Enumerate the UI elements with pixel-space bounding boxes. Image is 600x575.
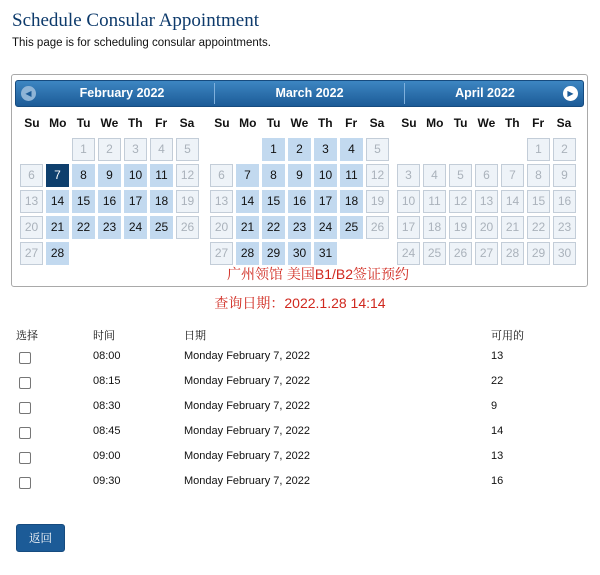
- day-cell-disabled: 21: [501, 216, 524, 239]
- weekday-label: Tu: [76, 116, 91, 130]
- weekday-label: Sa: [179, 116, 195, 130]
- day-cell-empty: [20, 138, 43, 161]
- weekday-row: [19, 113, 200, 133]
- month-march: [209, 113, 390, 265]
- day-cell-empty: [46, 138, 69, 161]
- day-cell-available[interactable]: 10: [124, 164, 147, 187]
- day-cell-disabled: 30: [553, 242, 576, 265]
- day-cell-available[interactable]: 17: [314, 190, 337, 213]
- weekday-label: Th: [504, 116, 520, 130]
- date-cell: Monday February 7, 2022: [184, 350, 310, 362]
- month-title-february: February 2022: [79, 86, 165, 100]
- month-title-march: March 2022: [275, 86, 344, 100]
- day-cell-available[interactable]: 9: [288, 164, 311, 187]
- day-cell-disabled: 16: [553, 190, 576, 213]
- day-cell-disabled: 12: [176, 164, 199, 187]
- day-cell-disabled: 28: [501, 242, 524, 265]
- month-february: [19, 113, 200, 265]
- day-cell-available[interactable]: 21: [46, 216, 69, 239]
- chevron-left-icon[interactable]: ◀: [21, 86, 36, 101]
- day-cell-disabled: 5: [366, 138, 389, 161]
- day-cell-empty: [449, 138, 472, 161]
- day-cell-disabled: 19: [176, 190, 199, 213]
- day-cell-disabled: 6: [475, 164, 498, 187]
- weekday-label: We: [477, 116, 496, 130]
- header-select: 选择: [16, 330, 38, 342]
- day-cell-available[interactable]: 28: [236, 242, 259, 265]
- day-cell-available[interactable]: 22: [262, 216, 285, 239]
- day-cell-available[interactable]: 4: [340, 138, 363, 161]
- date-cell: Monday February 7, 2022: [184, 425, 310, 437]
- time-cell: 09:30: [93, 475, 121, 487]
- day-cell-disabled: 13: [20, 190, 43, 213]
- date-cell: Monday February 7, 2022: [184, 400, 310, 412]
- day-cell-available[interactable]: 11: [340, 164, 363, 187]
- day-cell-available[interactable]: 8: [72, 164, 95, 187]
- day-cell-empty: [236, 138, 259, 161]
- day-cell-available[interactable]: 16: [288, 190, 311, 213]
- time-cell: 08:45: [93, 425, 121, 437]
- weekday-label: Mo: [426, 116, 444, 130]
- day-cell-disabled: 3: [397, 164, 420, 187]
- day-cell-disabled: 18: [423, 216, 446, 239]
- day-cell-available[interactable]: 10: [314, 164, 337, 187]
- weekday-label: Sa: [369, 116, 385, 130]
- day-cell-disabled: 19: [449, 216, 472, 239]
- day-cell-disabled: 10: [397, 190, 420, 213]
- day-cell-available[interactable]: 24: [314, 216, 337, 239]
- header-time: 时间: [93, 330, 115, 342]
- day-cell-disabled: 8: [527, 164, 550, 187]
- day-cell-available[interactable]: 25: [150, 216, 173, 239]
- day-cell-disabled: 19: [366, 190, 389, 213]
- day-cell-disabled: 14: [501, 190, 524, 213]
- day-cell-disabled: 4: [150, 138, 173, 161]
- day-cell-available[interactable]: 1: [262, 138, 285, 161]
- day-cell-disabled: 13: [210, 190, 233, 213]
- day-cell-available[interactable]: 3: [314, 138, 337, 161]
- table-row: [0, 396, 600, 421]
- weekday-label: Sa: [556, 116, 572, 130]
- day-cell-available[interactable]: 28: [46, 242, 69, 265]
- weekday-label: Th: [127, 116, 143, 130]
- day-cell-disabled: 6: [210, 164, 233, 187]
- available-cell: 14: [491, 425, 504, 437]
- day-cell-available[interactable]: 15: [262, 190, 285, 213]
- day-cell-available[interactable]: 24: [124, 216, 147, 239]
- day-cell-empty: [210, 138, 233, 161]
- available-cell: 13: [491, 450, 504, 462]
- day-cell-disabled: 1: [527, 138, 550, 161]
- weekday-label: Th: [317, 116, 333, 130]
- time-cell: 09:00: [93, 450, 121, 462]
- day-cell-available[interactable]: 18: [340, 190, 363, 213]
- table-row: [0, 421, 600, 446]
- weekday-label: Su: [24, 116, 40, 130]
- available-cell: 16: [491, 475, 504, 487]
- weekday-label: Tu: [266, 116, 281, 130]
- month-april: [396, 113, 577, 265]
- day-cell-available[interactable]: 30: [288, 242, 311, 265]
- day-cell-available[interactable]: 23: [98, 216, 121, 239]
- day-cell-available[interactable]: 29: [262, 242, 285, 265]
- day-cell-empty: [423, 138, 446, 161]
- calendar-header: [15, 80, 584, 107]
- day-cell-disabled: 20: [20, 216, 43, 239]
- date-cell: Monday February 7, 2022: [184, 375, 310, 387]
- table-row: [0, 471, 600, 496]
- weekday-label: Su: [401, 116, 417, 130]
- day-cell-available[interactable]: 14: [236, 190, 259, 213]
- available-cell: 13: [491, 350, 504, 362]
- weekday-label: Fr: [532, 116, 545, 130]
- day-cell-disabled: 20: [475, 216, 498, 239]
- date-cell: Monday February 7, 2022: [184, 450, 310, 462]
- weekday-row: [209, 113, 390, 133]
- day-cell-available[interactable]: 11: [150, 164, 173, 187]
- day-cell-disabled: 23: [553, 216, 576, 239]
- day-cell-disabled: 24: [397, 242, 420, 265]
- query-date-caption: 查询日期：2022.1.28 14:14: [214, 295, 386, 311]
- weekday-label: Fr: [345, 116, 358, 130]
- day-cell-disabled: 27: [20, 242, 43, 265]
- weekday-label: Fr: [155, 116, 168, 130]
- day-cell-disabled: 26: [176, 216, 199, 239]
- day-cell-disabled: 25: [423, 242, 446, 265]
- day-cell-disabled: 2: [98, 138, 121, 161]
- header-available: 可用的: [491, 330, 524, 342]
- day-cell-available[interactable]: 18: [150, 190, 173, 213]
- day-cell-disabled: 1: [72, 138, 95, 161]
- day-cell-disabled: 26: [366, 216, 389, 239]
- select-checkbox[interactable]: [19, 452, 31, 464]
- select-checkbox[interactable]: [19, 402, 31, 414]
- day-cell-available[interactable]: 2: [288, 138, 311, 161]
- back-button[interactable]: 返回: [16, 524, 65, 552]
- month-title-april: April 2022: [455, 86, 515, 100]
- page-subtitle: This page is for scheduling consular appointments.: [12, 37, 271, 49]
- day-cell-selected[interactable]: 7: [46, 164, 69, 187]
- day-cell-disabled: 7: [501, 164, 524, 187]
- day-cell-empty: [501, 138, 524, 161]
- day-cell-available[interactable]: 17: [124, 190, 147, 213]
- day-cell-available[interactable]: 8: [262, 164, 285, 187]
- day-cell-empty: [397, 138, 420, 161]
- day-cell-disabled: 20: [210, 216, 233, 239]
- header-date: 日期: [184, 330, 206, 342]
- day-cell-available[interactable]: 22: [72, 216, 95, 239]
- time-cell: 08:00: [93, 350, 121, 362]
- table-row: [0, 446, 600, 471]
- day-cell-available[interactable]: 14: [46, 190, 69, 213]
- day-cell-available[interactable]: 31: [314, 242, 337, 265]
- day-cell-available[interactable]: 21: [236, 216, 259, 239]
- day-cell-available[interactable]: 9: [98, 164, 121, 187]
- day-cell-available[interactable]: 7: [236, 164, 259, 187]
- weekday-label: Tu: [453, 116, 468, 130]
- day-cell-disabled: 12: [449, 190, 472, 213]
- consulate-caption: 广州领馆 美国B1/B2签证预约: [227, 266, 410, 282]
- select-checkbox[interactable]: [19, 377, 31, 389]
- day-cell-disabled: 11: [423, 190, 446, 213]
- day-grid: [397, 138, 577, 265]
- weekday-label: Mo: [49, 116, 67, 130]
- time-cell: 08:30: [93, 400, 121, 412]
- day-cell-disabled: 13: [475, 190, 498, 213]
- day-cell-disabled: 5: [176, 138, 199, 161]
- available-cell: 22: [491, 375, 504, 387]
- table-row: [0, 346, 600, 371]
- day-cell-disabled: 29: [527, 242, 550, 265]
- day-cell-available[interactable]: 25: [340, 216, 363, 239]
- day-cell-available[interactable]: 15: [72, 190, 95, 213]
- day-cell-available[interactable]: 23: [288, 216, 311, 239]
- day-cell-empty: [475, 138, 498, 161]
- day-grid: [210, 138, 390, 265]
- weekday-label: We: [100, 116, 119, 130]
- day-cell-disabled: 6: [20, 164, 43, 187]
- page-title: Schedule Consular Appointment: [12, 10, 259, 31]
- day-cell-disabled: 2: [553, 138, 576, 161]
- day-cell-disabled: 12: [366, 164, 389, 187]
- day-cell-disabled: 5: [449, 164, 472, 187]
- table-row: [0, 371, 600, 396]
- day-cell-disabled: 15: [527, 190, 550, 213]
- day-cell-available[interactable]: 16: [98, 190, 121, 213]
- select-checkbox[interactable]: [19, 352, 31, 364]
- date-cell: Monday February 7, 2022: [184, 475, 310, 487]
- day-cell-disabled: 27: [475, 242, 498, 265]
- day-cell-disabled: 26: [449, 242, 472, 265]
- weekday-label: Su: [214, 116, 230, 130]
- weekday-label: We: [290, 116, 309, 130]
- day-cell-disabled: 3: [124, 138, 147, 161]
- weekday-label: Mo: [239, 116, 257, 130]
- day-cell-disabled: 9: [553, 164, 576, 187]
- chevron-right-icon[interactable]: ▶: [563, 86, 578, 101]
- time-cell: 08:15: [93, 375, 121, 387]
- available-cell: 9: [491, 400, 498, 412]
- select-checkbox[interactable]: [19, 477, 31, 489]
- select-checkbox[interactable]: [19, 427, 31, 439]
- day-grid: [20, 138, 200, 265]
- day-cell-disabled: 4: [423, 164, 446, 187]
- day-cell-disabled: 22: [527, 216, 550, 239]
- weekday-row: [396, 113, 577, 133]
- day-cell-disabled: 27: [210, 242, 233, 265]
- day-cell-disabled: 17: [397, 216, 420, 239]
- calendar-widget: [11, 74, 588, 287]
